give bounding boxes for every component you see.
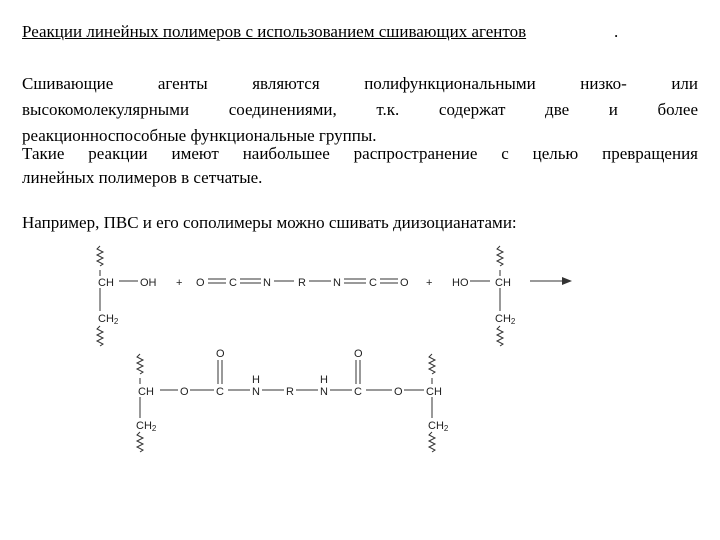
r2-r: R	[286, 386, 294, 398]
r2-ch-right: CH	[426, 386, 442, 398]
r1-oh: OH	[140, 277, 157, 289]
wavy-bond-r1-right-top	[497, 246, 503, 266]
r2-ch2-left	[136, 420, 157, 433]
paragraph1-line1: Сшивающие агенты являются полифункциональными низко- или	[22, 74, 698, 93]
r2-ch-left: CH	[138, 386, 154, 398]
paragraph2-line2: линейных полимеров в сетчатые.	[22, 168, 263, 187]
r1-ch-right: CH	[495, 277, 511, 289]
r2-nh-left-h: H	[252, 374, 260, 386]
paragraph1-line2: высокомолекулярными соединениями, т.к. содержат две и более	[22, 100, 698, 119]
r2-ch2-right-sub: 2	[443, 424, 449, 433]
r2-ch2-right-main: CH	[428, 420, 444, 432]
r1-ch2-left	[98, 313, 119, 326]
wavy-bond-r2-right-top	[429, 354, 435, 374]
r1-ch2-right	[495, 313, 516, 326]
r2-c-left: C	[216, 386, 224, 398]
r1-c2: C	[369, 277, 377, 289]
r1-ch2-right-sub: 2	[510, 317, 516, 326]
r1-n1: N	[263, 277, 271, 289]
r1-ho: HO	[452, 277, 469, 289]
wavy-bond-r1-left-bottom	[97, 326, 103, 346]
r1-o1: O	[196, 277, 205, 289]
r2-ch2-right	[428, 420, 449, 433]
r2-ch2-left-main: CH	[136, 420, 152, 432]
r2-o-left: O	[180, 386, 189, 398]
r1-r: R	[298, 277, 306, 289]
reaction-arrow-head	[562, 277, 572, 285]
r1-n2: N	[333, 277, 341, 289]
paragraph1-line3: реакционноспособные функциональные группы.	[22, 126, 377, 145]
heading-text: Реакции линейных полимеров с использованием сшивающих агентов	[22, 22, 527, 41]
r2-carbonyl-o-right: O	[354, 348, 363, 360]
r2-o-right: O	[394, 386, 403, 398]
r1-ch2-left-sub: 2	[113, 317, 119, 326]
r1-plus1: +	[176, 277, 183, 289]
r2-nh-left-n: N	[252, 386, 260, 398]
r2-c-right: C	[354, 386, 362, 398]
r1-ch2-right-main: CH	[495, 313, 511, 325]
r2-carbonyl-o-left: O	[216, 348, 225, 360]
r1-plus2: +	[426, 277, 433, 289]
r1-ch2-left-main: CH	[98, 313, 114, 325]
paragraph-example: Например, ПВС и его сополимеры можно сшивать диизоцианатами:	[22, 213, 517, 232]
wavy-bond-r1-right-bottom	[497, 326, 503, 346]
wavy-bond-r2-right-bottom	[429, 432, 435, 452]
paragraph2-line1: Такие реакции имеют наибольшее распространение с целью превращения	[22, 144, 698, 163]
r1-o2: O	[400, 277, 409, 289]
wavy-bond-r1-left-top	[97, 246, 103, 266]
wavy-bond-r2-left-bottom	[137, 432, 143, 452]
r2-nh-right-h: H	[320, 374, 328, 386]
heading-period: .	[614, 22, 619, 41]
r2-nh-right-n: N	[320, 386, 328, 398]
r1-c1: C	[229, 277, 237, 289]
wavy-bond-r2-left-top	[137, 354, 143, 374]
r1-ch-left: CH	[98, 277, 114, 289]
r2-ch2-left-sub: 2	[151, 424, 157, 433]
